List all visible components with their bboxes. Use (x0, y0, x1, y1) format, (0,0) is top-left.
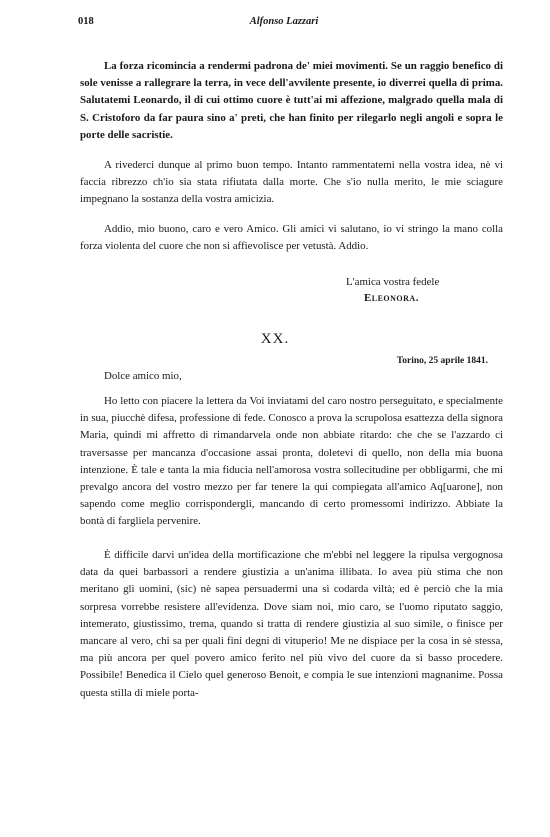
salutation: Dolce amico mio, (104, 370, 182, 382)
paragraph: Addio, mio buono, caro e vero Amico. Gli amici vi salutano, io vi stringo la mano colla forza violenta del cuore che non si affievolisce per vetustà. Addio. (80, 223, 503, 253)
paragraph: È difficile darvi un'idea della mortificazione che m'ebbi nel leggere la ripulsa vergognosa data da quei barbassori a rendere giustizia a un'anima illibata. Io avea più stima che non meritano gli uomini, (sic) nè sapea persuadermi una sì codarda viltà; ed è perciò che la mia sorpresa vorrebbe resistere all'evidenza. Dove siam noi, mio caro, se l'uomo riputato saggio, intemerato, giustissimo, trema, quando si tratta di rendere giustizia al suo simile, o finisce per mancare al vero, chi sa per quali fini degni di vituperio! Me ne dispiace per la cosa in sè stessa, ma più ancora per quel povero amico ferito nel più vivo del cuore da sì basso procedere. Possibile! Benedica il Cielo quel generoso Benoit, e compia le sue intenzioni magnanime. Possa questa stilla di miele porta- (80, 549, 503, 699)
paragraph: La forza ricomincia a rendermi padrona de' miei movimenti. Se un raggio benefico di sole venisse a rallegrare la terra, in vece dell'avvilente presente, io diverrei quella di prima. Salutatemi Leonardo, il di cui ottimo cuore è tutt'ai mi affezione, malgrado quella mala di S. Cristoforo da far paura sino a' preti, che han finito per rilegarlo negli angoli e sopra le porte delle sacristie. (80, 60, 503, 141)
signature-block (330, 274, 504, 306)
letter-body-2 (80, 547, 503, 702)
page-number: 018 (78, 16, 94, 27)
previous-letter-body-2 (80, 157, 503, 209)
place-date: Torino, 25 aprile 1841. (396, 356, 488, 366)
letter-body (80, 393, 503, 531)
previous-letter-body (80, 58, 503, 144)
closing-line: L'amica vostra fedele (346, 276, 440, 288)
running-head-title: Alfonso Lazzari (249, 16, 319, 27)
letter-number: XX. (260, 331, 290, 347)
paragraph: A rivederci dunque al primo buon tempo. Intanto rammentatemi nella vostra idea, nè vi faccia ribrezzo ch'io sia stata rifiutata dalla morte. Che s'io nulla merito, le mie sciagure impegnano la sostanza della vostra amicizia. (80, 159, 503, 206)
running-head (78, 16, 490, 30)
paragraph: Ho letto con piacere la lettera da Voi inviatami del caro nostro perseguitato, e specialmente in sua, piucchè difesa, professione di fede. Conosco a prova la scrupolosa esattezza della signora Maria, quindi mi affretto di rimandarvela onde non abbiate ritardo: che che se l'azzardo ci traversasse per mancanza d'occasione assai pronta, doletevi di quello, non della mia buona intenzione. È tale e tanta la mia fiducia nell'amorosa vostra sollecitudine per obbligarmi, che mi prevalgo ancora del vostro mezzo per far tenere la qui compiegata all'amico Aq[uarone], non sapendo come meglio corrispondergli, mancando di certo promessomi indirizzo. Abbiate la bontà di fargliela pervenire. (80, 395, 503, 528)
previous-letter-body-3 (80, 221, 503, 255)
signature-name: Eleonora. (364, 292, 419, 304)
